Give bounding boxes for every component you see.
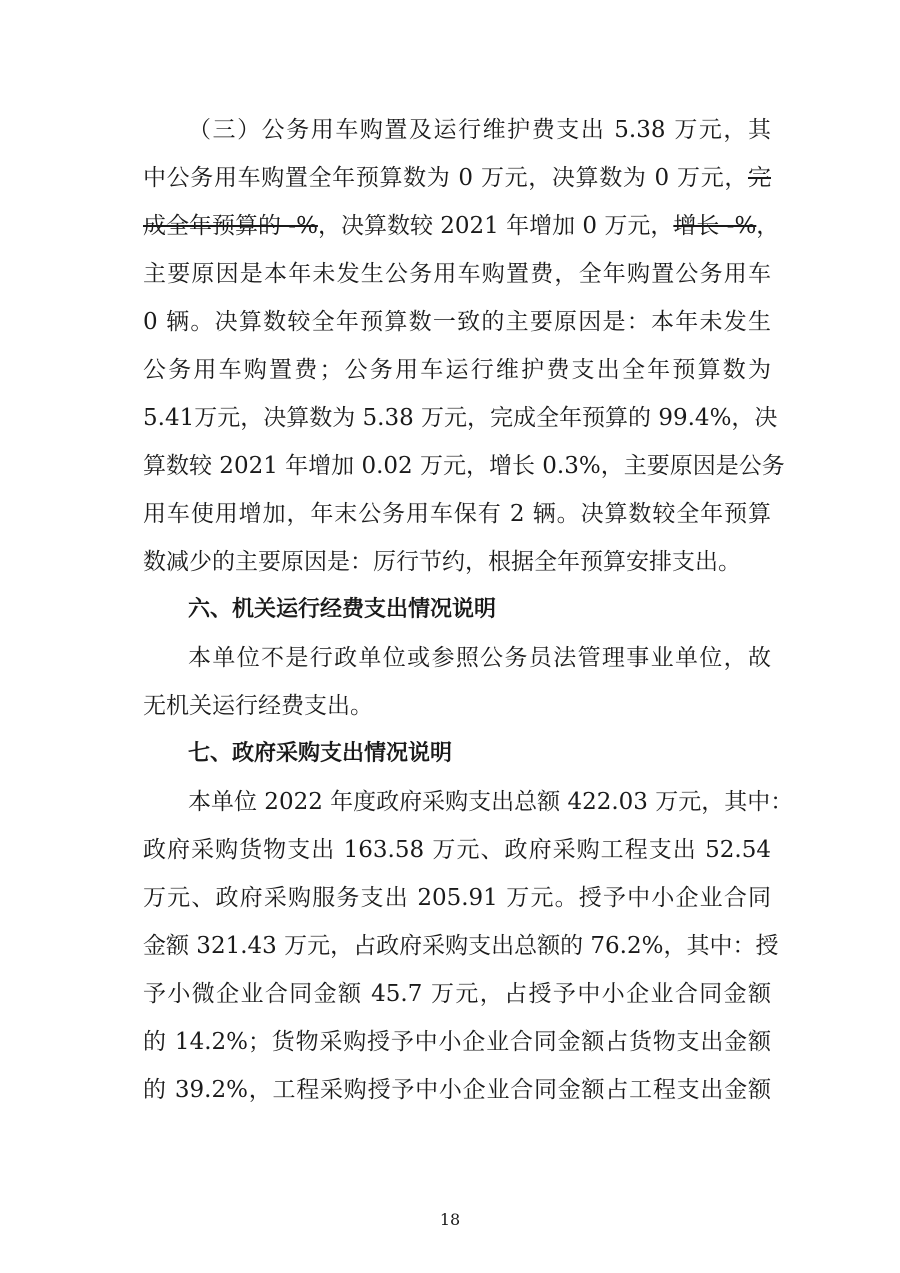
paragraph-line: 予小微企业合同金额 45.7 万元，占授予中小企业合同金额 xyxy=(143,981,771,1007)
paragraph-line xyxy=(143,158,771,198)
paragraph-line: 金额 321.43 万元，占政府采购支出总额的 76.2%，其中：授 xyxy=(143,933,779,959)
section-heading: 六、机关运行经费支出情况说明 xyxy=(188,597,497,622)
paragraph-line: 本单位不是行政单位或参照公务员法管理事业单位，故 xyxy=(188,645,771,671)
paragraph-line: 0 辆。决算数较全年预算数一致的主要原因是：本年未发生 xyxy=(143,309,771,335)
paragraph-line: 算数较 2021 年增加 0.02 万元，增长 0.3%，主要原因是公务 xyxy=(143,453,785,479)
paragraph-line: 万元、政府采购服务支出 205.91 万元。授予中小企业合同 xyxy=(143,885,771,911)
text-run: 中公务用车购置全年预算数为 0 万元，决算数为 0 万元， xyxy=(143,165,748,191)
text-run: ， xyxy=(756,213,780,239)
paragraph-line: 无机关运行经费支出。 xyxy=(143,693,373,719)
paragraph-line: （三）公务用车购置及运行维护费支出 5.38 万元，其 xyxy=(188,117,771,143)
paragraph-line: 的 39.2%，工程采购授予中小企业合同金额占工程支出金额 xyxy=(143,1077,771,1103)
struck-text: 完 xyxy=(748,165,771,191)
page-number: 18 xyxy=(439,1210,461,1229)
paragraph-line: 主要原因是本年未发生公务用车购置费，全年购置公务用车 xyxy=(143,261,771,287)
struck-text: 增长 -% xyxy=(673,213,757,239)
section-heading: 七、政府采购支出情况说明 xyxy=(188,741,453,766)
paragraph-line: 数减少的主要原因是：厉行节约，根据全年预算安排支出。 xyxy=(143,549,741,575)
paragraph-line: 本单位 2022 年度政府采购支出总额 422.03 万元，其中： xyxy=(188,789,794,815)
paragraph-line: 用车使用增加，年末公务用车保有 2 辆。决算数较全年预算 xyxy=(143,501,771,527)
text-run: ，决算数较 2021 年增加 0 万元， xyxy=(317,213,674,239)
paragraph-line xyxy=(143,206,780,246)
paragraph-line: 的 14.2%；货物采购授予中小企业合同金额占货物支出金额 xyxy=(143,1029,771,1055)
paragraph-line: 5.41万元，决算数为 5.38 万元，完成全年预算的 99.4%，决 xyxy=(143,405,778,431)
paragraph-line: 公务用车购置费；公务用车运行维护费支出全年预算数为 xyxy=(143,357,771,383)
struck-text: 成全年预算的 -% xyxy=(143,213,318,239)
paragraph-line: 政府采购货物支出 163.58 万元、政府采购工程支出 52.54 xyxy=(143,837,771,863)
